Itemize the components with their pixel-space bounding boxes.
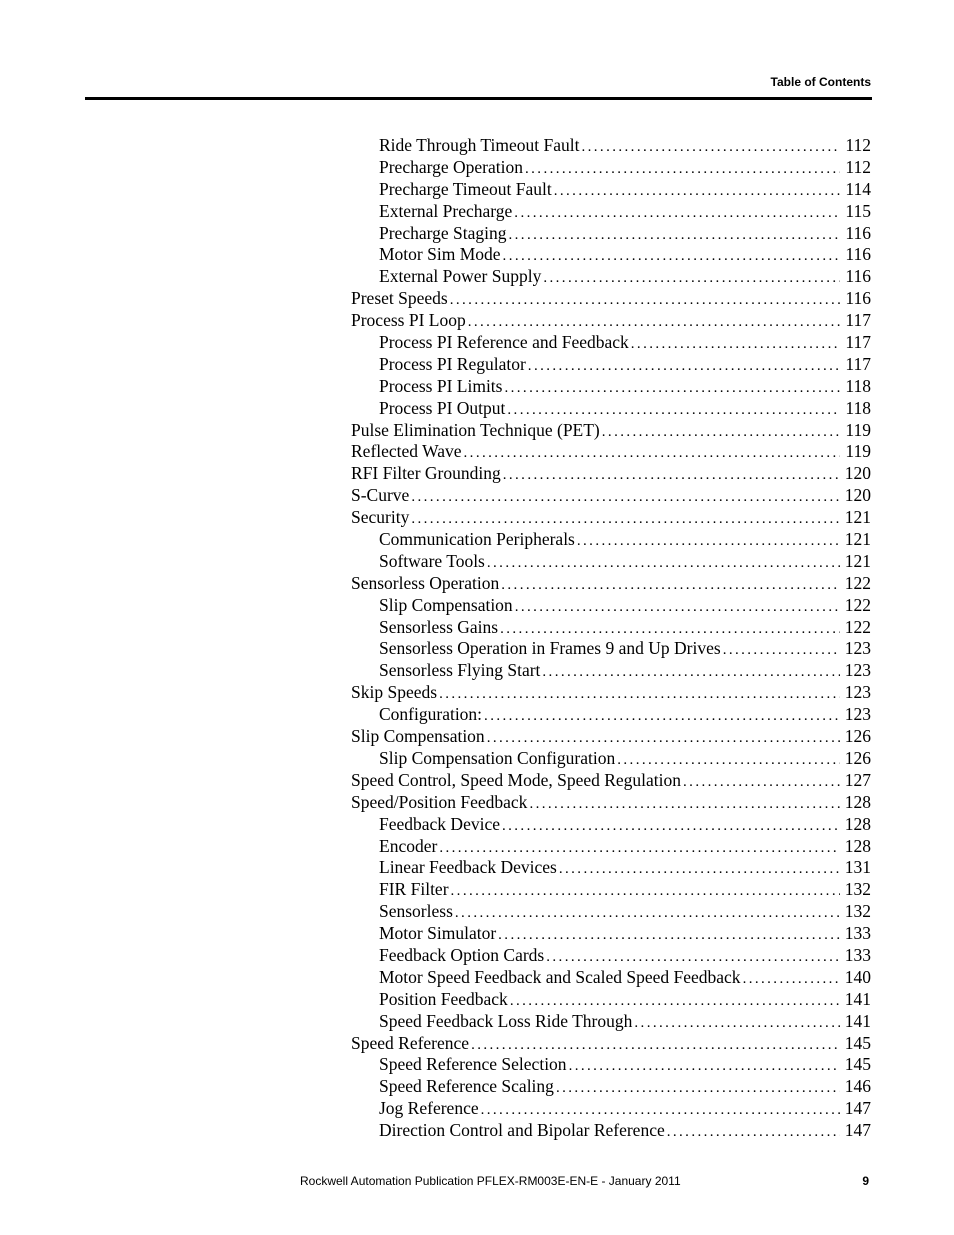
toc-entry-page: 112 (845, 156, 871, 177)
toc-entry-title: Speed/Position Feedback (351, 791, 528, 812)
dot-leader (503, 465, 840, 487)
toc-entry-title: S-Curve (351, 485, 410, 506)
toc-entry[interactable] (351, 682, 871, 704)
dot-leader (525, 159, 840, 181)
toc-entry[interactable] (351, 901, 871, 923)
toc-entry[interactable] (351, 441, 871, 463)
toc-entry[interactable] (351, 310, 871, 332)
toc-entry-page: 117 (845, 310, 871, 331)
toc-entry-title: Speed Control, Speed Mode, Speed Regulation (351, 769, 682, 790)
dot-leader (667, 1122, 840, 1144)
toc-entry-page: 126 (844, 726, 871, 747)
toc-entry-title: Speed Reference Selection (379, 1054, 567, 1075)
toc-entry[interactable] (351, 201, 871, 223)
toc-entry-title: Speed Reference (351, 1032, 470, 1053)
toc-entry-page: 116 (845, 288, 871, 309)
toc-entry[interactable] (351, 266, 871, 288)
table-of-contents (351, 135, 871, 1142)
toc-entry-page: 120 (844, 463, 871, 484)
dot-leader (514, 203, 840, 225)
toc-entry-page: 114 (845, 178, 871, 199)
toc-entry[interactable] (351, 376, 871, 398)
section-header-label: Table of Contents (770, 75, 871, 89)
toc-entry-page: 118 (845, 375, 871, 396)
dot-leader (569, 1056, 840, 1078)
toc-entry-title: Process PI Regulator (379, 353, 526, 374)
toc-entry[interactable] (351, 748, 871, 770)
toc-entry-page: 132 (844, 879, 871, 900)
toc-entry-title: Reflected Wave (351, 441, 462, 462)
toc-entry-title: Motor Simulator (379, 923, 497, 944)
toc-entry-title: Precharge Operation (379, 156, 523, 177)
dot-leader (500, 619, 840, 641)
toc-entry-title: Direction Control and Bipolar Reference (379, 1120, 665, 1141)
dot-leader (455, 903, 840, 925)
toc-entry[interactable] (351, 354, 871, 376)
toc-entry-title: Preset Speeds (351, 288, 448, 309)
toc-entry-title: Precharge Staging (379, 222, 507, 243)
toc-entry-page: 123 (844, 704, 871, 725)
toc-entry-page: 115 (845, 200, 871, 221)
toc-entry-title: Pulse Elimination Technique (PET) (351, 419, 600, 440)
toc-entry[interactable] (351, 507, 871, 529)
dot-leader (723, 640, 840, 662)
toc-entry-title: Sensorless (379, 901, 453, 922)
toc-entry[interactable] (351, 792, 871, 814)
toc-entry-page: 121 (844, 550, 871, 571)
toc-entry-title: External Precharge (379, 200, 513, 221)
dot-leader (631, 334, 840, 356)
toc-entry[interactable] (351, 1033, 871, 1055)
toc-entry-title: Motor Sim Mode (379, 244, 501, 265)
toc-entry[interactable] (351, 1098, 871, 1120)
toc-entry-page: 128 (844, 835, 871, 856)
dot-leader (503, 246, 840, 268)
toc-entry-title: External Power Supply (379, 266, 542, 287)
toc-entry[interactable] (351, 485, 871, 507)
toc-entry-title: Communication Peripherals (379, 529, 575, 550)
toc-entry-page: 122 (844, 572, 871, 593)
dot-leader (529, 794, 840, 816)
dot-leader (487, 553, 840, 575)
toc-entry[interactable] (351, 1054, 871, 1076)
toc-entry-page: 128 (844, 791, 871, 812)
dot-leader (554, 181, 840, 203)
dot-leader (546, 947, 840, 969)
footer-page-number: 9 (862, 1174, 869, 1188)
toc-entry[interactable] (351, 638, 871, 660)
toc-entry[interactable] (351, 770, 871, 792)
toc-entry-page: 128 (844, 813, 871, 834)
toc-entry[interactable] (351, 989, 871, 1011)
toc-entry-title: Encoder (379, 835, 438, 856)
toc-entry-title: Sensorless Operation in Frames 9 and Up Drives (379, 638, 721, 659)
dot-leader (528, 356, 840, 378)
toc-entry-page: 123 (844, 638, 871, 659)
toc-entry-page: 132 (844, 901, 871, 922)
toc-entry-page: 145 (844, 1054, 871, 1075)
toc-entry-title: Skip Speeds (351, 682, 438, 703)
toc-entry[interactable] (351, 157, 871, 179)
toc-entry-page: 127 (844, 769, 871, 790)
toc-entry-page: 145 (844, 1032, 871, 1053)
dot-leader (602, 422, 840, 444)
toc-entry-title: Slip Compensation Configuration (379, 747, 616, 768)
toc-entry-title: Sensorless Flying Start (379, 660, 541, 681)
toc-entry[interactable] (351, 704, 871, 726)
dot-leader (559, 859, 840, 881)
toc-entry[interactable] (351, 332, 871, 354)
dot-leader (439, 838, 840, 860)
toc-entry-title: FIR Filter (379, 879, 449, 900)
toc-entry[interactable] (351, 573, 871, 595)
dot-leader (487, 728, 840, 750)
toc-entry-page: 119 (845, 419, 871, 440)
dot-leader (743, 969, 840, 991)
toc-entry[interactable] (351, 1120, 871, 1142)
toc-entry[interactable] (351, 135, 871, 157)
toc-entry-title: Security (351, 507, 410, 528)
toc-entry-title: Ride Through Timeout Fault (379, 135, 580, 155)
toc-entry-title: Process PI Limits (379, 375, 503, 396)
toc-entry-title: Precharge Timeout Fault (379, 178, 552, 199)
dot-leader (507, 400, 840, 422)
toc-entry-page: 140 (844, 966, 871, 987)
toc-entry-title: Motor Speed Feedback and Scaled Speed Feedback (379, 966, 741, 987)
dot-leader (468, 312, 840, 334)
toc-entry-title: Configuration: (379, 704, 483, 725)
dot-leader (501, 575, 840, 597)
toc-entry-page: 122 (844, 594, 871, 615)
dot-leader (464, 443, 840, 465)
toc-entry[interactable] (351, 179, 871, 201)
toc-entry-page: 119 (845, 441, 871, 462)
toc-entry[interactable] (351, 967, 871, 989)
toc-entry-page: 141 (844, 1010, 871, 1031)
toc-entry-page: 116 (845, 222, 871, 243)
toc-entry[interactable] (351, 288, 871, 310)
toc-entry[interactable] (351, 814, 871, 836)
toc-entry[interactable] (351, 551, 871, 573)
toc-entry-page: 133 (844, 923, 871, 944)
toc-entry-page: 112 (845, 135, 871, 155)
toc-entry[interactable] (351, 223, 871, 245)
toc-entry[interactable] (351, 879, 871, 901)
toc-entry[interactable] (351, 857, 871, 879)
toc-entry-page: 116 (845, 266, 871, 287)
toc-entry-page: 117 (845, 332, 871, 353)
toc-entry-title: Linear Feedback Devices (379, 857, 557, 878)
toc-entry-title: Sensorless Gains (379, 616, 499, 637)
toc-entry-page: 116 (845, 244, 871, 265)
toc-entry-title: RFI Filter Grounding (351, 463, 501, 484)
toc-entry-page: 121 (844, 529, 871, 550)
dot-leader (581, 137, 840, 159)
header-rule (85, 97, 872, 100)
toc-entry-title: Feedback Device (379, 813, 500, 834)
toc-entry[interactable] (351, 595, 871, 617)
toc-entry-page: 141 (844, 988, 871, 1009)
dot-leader (543, 268, 840, 290)
toc-entry[interactable] (351, 463, 871, 485)
dot-leader (411, 509, 840, 531)
toc-entry-page: 123 (844, 660, 871, 681)
toc-entry-title: Jog Reference (379, 1098, 479, 1119)
toc-entry-page: 133 (844, 944, 871, 965)
toc-entry-page: 121 (844, 507, 871, 528)
dot-leader (471, 1035, 840, 1057)
dot-leader (498, 925, 840, 947)
toc-entry-page: 147 (844, 1120, 871, 1141)
dot-leader (411, 487, 840, 509)
toc-entry-title: Software Tools (379, 550, 485, 571)
toc-entry-title: Slip Compensation (351, 726, 485, 747)
toc-entry[interactable] (351, 923, 871, 945)
toc-entry-title: Speed Feedback Loss Ride Through (379, 1010, 633, 1031)
dot-leader (484, 706, 840, 728)
toc-entry-page: 131 (844, 857, 871, 878)
toc-entry-title: Process PI Loop (351, 310, 466, 331)
dot-leader (451, 881, 840, 903)
toc-entry-title: Slip Compensation (379, 594, 513, 615)
dot-leader (683, 772, 840, 794)
footer-publication: Rockwell Automation Publication PFLEX-RM003E-EN-E - January 2011 (300, 1174, 681, 1188)
toc-entry-page: 123 (844, 682, 871, 703)
dot-leader (439, 684, 840, 706)
dot-leader (504, 378, 840, 400)
toc-entry-page: 118 (845, 397, 871, 418)
toc-entry[interactable] (351, 398, 871, 420)
toc-entry-title: Position Feedback (379, 988, 508, 1009)
toc-entry[interactable] (351, 726, 871, 748)
toc-entry[interactable] (351, 617, 871, 639)
toc-entry-title: Process PI Reference and Feedback (379, 332, 629, 353)
toc-entry[interactable] (351, 1011, 871, 1033)
toc-entry[interactable] (351, 836, 871, 858)
dot-leader (556, 1078, 840, 1100)
dot-leader (542, 662, 840, 684)
toc-entry[interactable] (351, 244, 871, 266)
toc-entry[interactable] (351, 529, 871, 551)
dot-leader (577, 531, 840, 553)
dot-leader (510, 991, 840, 1013)
dot-leader (502, 816, 840, 838)
toc-entry-page: 126 (844, 747, 871, 768)
toc-entry-page: 147 (844, 1098, 871, 1119)
toc-entry-page: 146 (844, 1076, 871, 1097)
dot-leader (481, 1100, 840, 1122)
toc-entry[interactable] (351, 660, 871, 682)
toc-entry-page: 122 (844, 616, 871, 637)
dot-leader (617, 750, 840, 772)
toc-entry[interactable] (351, 420, 871, 442)
dot-leader (634, 1013, 840, 1035)
toc-entry-title: Feedback Option Cards (379, 944, 545, 965)
toc-entry[interactable] (351, 945, 871, 967)
dot-leader (509, 225, 841, 247)
toc-entry[interactable] (351, 1076, 871, 1098)
toc-entry-page: 117 (845, 353, 871, 374)
toc-entry-title: Speed Reference Scaling (379, 1076, 554, 1097)
toc-entry-title: Process PI Output (379, 397, 506, 418)
dot-leader (515, 597, 840, 619)
toc-entry-page: 120 (844, 485, 871, 506)
dot-leader (450, 290, 840, 312)
toc-entry-title: Sensorless Operation (351, 572, 500, 593)
